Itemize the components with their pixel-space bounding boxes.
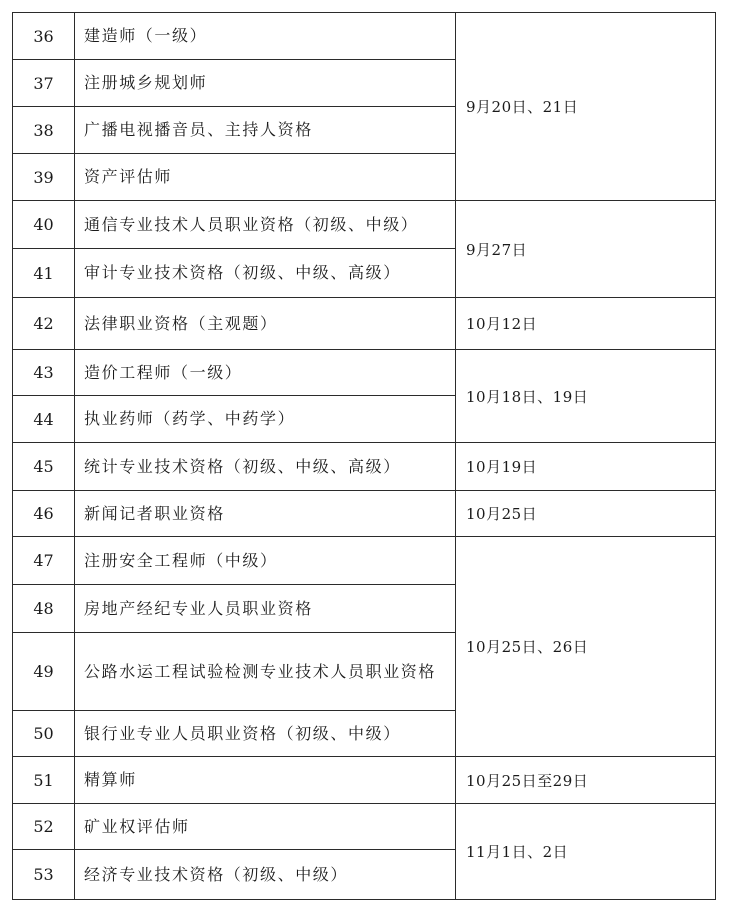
table-row <box>13 491 716 537</box>
exam-date: 10月12日 <box>456 298 716 350</box>
exam-name: 精算师 <box>75 757 456 804</box>
exam-date: 10月18日、19日 <box>456 350 716 443</box>
row-number: 46 <box>13 491 75 537</box>
exam-date: 10月25日至29日 <box>456 757 716 804</box>
row-number: 45 <box>13 443 75 491</box>
row-number: 53 <box>13 850 75 900</box>
exam-date: 10月25日 <box>456 491 716 537</box>
exam-name: 注册城乡规划师 <box>75 60 456 107</box>
row-number: 40 <box>13 201 75 249</box>
table-row <box>13 537 716 585</box>
row-number: 50 <box>13 711 75 757</box>
table-row <box>13 13 716 60</box>
exam-date: 11月1日、2日 <box>456 804 716 900</box>
row-number: 43 <box>13 350 75 396</box>
exam-name: 新闻记者职业资格 <box>75 491 456 537</box>
exam-name: 经济专业技术资格（初级、中级） <box>75 850 456 900</box>
exam-date: 9月20日、21日 <box>456 13 716 201</box>
exam-date: 9月27日 <box>456 201 716 298</box>
row-number: 41 <box>13 249 75 298</box>
exam-name: 统计专业技术资格（初级、中级、高级） <box>75 443 456 491</box>
exam-name: 建造师（一级） <box>75 13 456 60</box>
row-number: 38 <box>13 107 75 154</box>
exam-name: 广播电视播音员、主持人资格 <box>75 107 456 154</box>
table-row <box>13 443 716 491</box>
exam-name: 法律职业资格（主观题） <box>75 298 456 350</box>
row-number: 49 <box>13 633 75 711</box>
exam-date: 10月25日、26日 <box>456 537 716 757</box>
exam-name: 通信专业技术人员职业资格（初级、中级） <box>75 201 456 249</box>
row-number: 52 <box>13 804 75 850</box>
row-number: 37 <box>13 60 75 107</box>
row-number: 51 <box>13 757 75 804</box>
row-number: 36 <box>13 13 75 60</box>
row-number: 47 <box>13 537 75 585</box>
table-row <box>13 298 716 350</box>
row-number: 48 <box>13 585 75 633</box>
exam-schedule-table <box>12 12 716 900</box>
exam-name: 银行业专业人员职业资格（初级、中级） <box>75 711 456 757</box>
row-number: 42 <box>13 298 75 350</box>
exam-name: 矿业权评估师 <box>75 804 456 850</box>
exam-name: 注册安全工程师（中级） <box>75 537 456 585</box>
exam-name: 造价工程师（一级） <box>75 350 456 396</box>
exam-name: 资产评估师 <box>75 154 456 201</box>
exam-name: 审计专业技术资格（初级、中级、高级） <box>75 249 456 298</box>
table-row <box>13 201 716 249</box>
exam-name: 房地产经纪专业人员职业资格 <box>75 585 456 633</box>
table-row <box>13 804 716 850</box>
table-row <box>13 757 716 804</box>
table-row <box>13 350 716 396</box>
exam-name: 执业药师（药学、中药学） <box>75 396 456 443</box>
exam-date: 10月19日 <box>456 443 716 491</box>
exam-name: 公路水运工程试验检测专业技术人员职业资格 <box>75 633 456 711</box>
row-number: 39 <box>13 154 75 201</box>
row-number: 44 <box>13 396 75 443</box>
